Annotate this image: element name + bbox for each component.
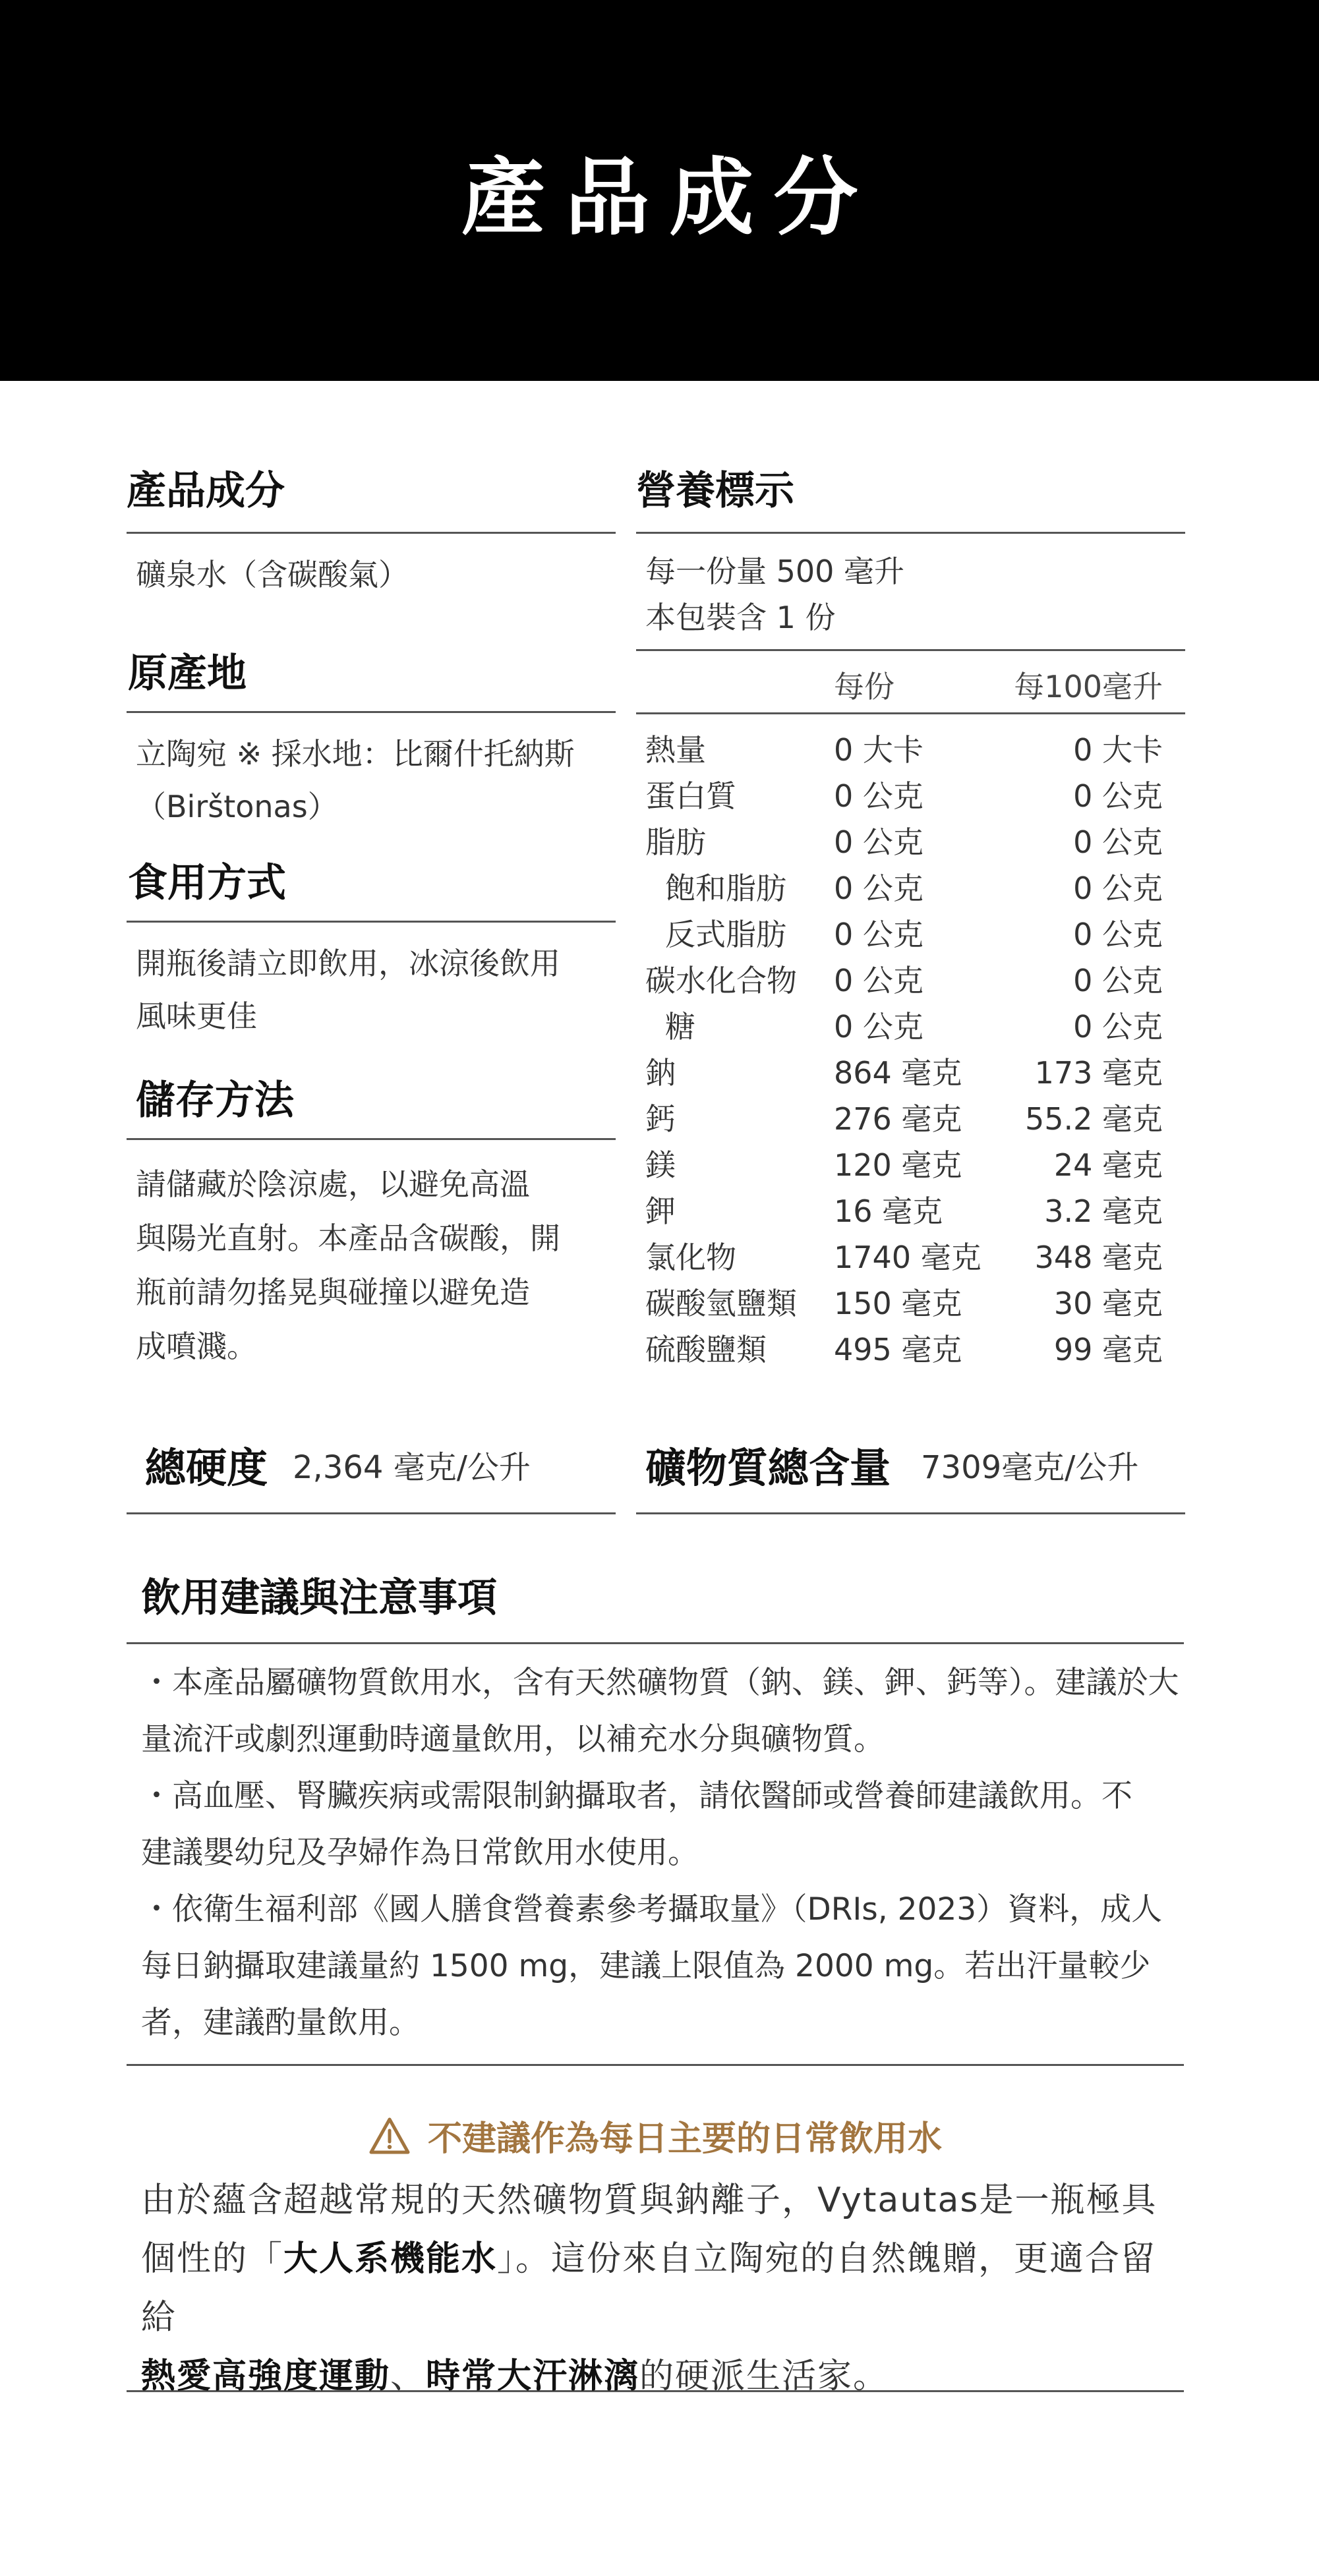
nutrient-per-100ml: 173 毫克 bbox=[1034, 1055, 1163, 1091]
nutrient-per-100ml: 0 公克 bbox=[1073, 963, 1163, 998]
advice-title: 飲用建議與注意事項 bbox=[127, 1552, 1184, 1644]
origin-title: 原產地 bbox=[127, 641, 616, 713]
warning-text-segment: 的硬派生活家。 bbox=[639, 2357, 889, 2396]
warning-line: 由於蘊含超越常規的天然礦物質與鈉離子，Vytautas是一瓶極具 bbox=[141, 2181, 1158, 2220]
column-per-serving: 每份 bbox=[834, 669, 894, 704]
warning-emphasis: 大人系機能水 bbox=[283, 2239, 498, 2279]
ingredients-title: 產品成分 bbox=[127, 455, 616, 534]
warning-emphasis: 熱愛高強度運動 bbox=[141, 2357, 391, 2396]
nutrition-row bbox=[636, 908, 1185, 954]
usage-text bbox=[127, 923, 616, 1043]
page-header bbox=[0, 0, 1319, 381]
nutrient-per-100ml: 0 公克 bbox=[1073, 778, 1163, 814]
storage-line: 瓶前請勿搖晃與碰撞以避免造 bbox=[136, 1274, 530, 1310]
nutrition-row bbox=[636, 816, 1185, 862]
storage-section bbox=[127, 1068, 616, 1373]
usage-line: 開瓶後請立即飲用，冰涼後飲用 bbox=[136, 946, 560, 981]
nutrient-per-100ml: 24 毫克 bbox=[1053, 1147, 1163, 1183]
warning-text-segment: 、 bbox=[390, 2357, 426, 2396]
origin-line: （Birštonas） bbox=[136, 789, 338, 824]
origin-line: 立陶宛 ※ 採水地：比爾什托納斯 bbox=[136, 736, 575, 772]
advice-line: 量流汗或劇烈運動時適量飲用，以補充水分與礦物質。 bbox=[141, 1721, 885, 1758]
warning-line bbox=[141, 2347, 1184, 2406]
advice-line: ・高血壓、腎臟疾病或需限制鈉攝取者，請依醫師或營養師建議飲用。不 bbox=[141, 1778, 1132, 1814]
nutrient-per-100ml: 30 毫克 bbox=[1053, 1286, 1163, 1321]
nutrient-name: 飽和脂肪 bbox=[665, 871, 786, 906]
nutrition-row bbox=[636, 724, 1185, 770]
nutrient-per-serving: 0 公克 bbox=[834, 871, 923, 906]
total-hardness-label: 總硬度 bbox=[145, 1444, 268, 1492]
advice-line: ・依衛生福利部《國人膳食營養素參考攝取量》（DRIs, 2023）資料，成人 bbox=[141, 1891, 1163, 1928]
nutrient-per-serving: 150 毫克 bbox=[834, 1286, 962, 1321]
warning-title-row bbox=[127, 2111, 1184, 2160]
storage-line: 與陽光直射。本產品含碳酸，開 bbox=[136, 1220, 560, 1256]
usage-section bbox=[127, 850, 616, 1043]
nutrient-name: 碳水化合物 bbox=[645, 963, 797, 998]
storage-line: 請儲藏於陰涼處，以避免高溫 bbox=[136, 1166, 530, 1202]
total-hardness-value: 2,364 毫克/公升 bbox=[293, 1449, 531, 1486]
origin-section bbox=[127, 641, 616, 833]
nutrition-row bbox=[636, 1185, 1185, 1231]
nutrition-row bbox=[636, 1000, 1185, 1046]
storage-line: 成噴濺。 bbox=[136, 1329, 257, 1364]
nutrient-per-serving: 0 公克 bbox=[834, 1009, 923, 1045]
nutrient-name: 硫酸鹽類 bbox=[645, 1332, 767, 1367]
nutrient-name: 鈣 bbox=[645, 1101, 676, 1137]
nutrient-name: 糖 bbox=[665, 1009, 695, 1045]
nutrient-per-100ml: 0 公克 bbox=[1073, 1009, 1163, 1045]
warning-text-segment: 」。這份來自立陶宛的自然餽贈，更適合留給 bbox=[141, 2239, 1157, 2337]
advice-line: 每日鈉攝取建議量約 1500 mg，建議上限值為 2000 mg。若出汗量較少 bbox=[141, 1948, 1151, 1984]
usage-line: 風味更佳 bbox=[136, 998, 257, 1034]
nutrition-row bbox=[636, 1139, 1185, 1185]
nutrient-per-serving: 1740 毫克 bbox=[834, 1240, 982, 1275]
nutrition-table-body bbox=[636, 714, 1185, 1369]
advice-line: 建議嬰幼兒及孕婦作為日常飲用水使用。 bbox=[141, 1835, 699, 1871]
nutrition-row bbox=[636, 1231, 1185, 1277]
nutrient-per-serving: 0 公克 bbox=[834, 917, 923, 952]
nutrient-name: 脂肪 bbox=[645, 824, 706, 860]
nutrient-name: 鉀 bbox=[645, 1193, 676, 1229]
warning-text bbox=[141, 2171, 1184, 2406]
nutrient-per-serving: 0 公克 bbox=[834, 778, 923, 814]
origin-text bbox=[127, 713, 616, 833]
nutrient-name: 反式脂肪 bbox=[665, 917, 786, 952]
warning-icon bbox=[368, 2117, 411, 2155]
total-minerals-label: 礦物質總含量 bbox=[645, 1444, 891, 1492]
nutrient-per-serving: 16 毫克 bbox=[834, 1193, 943, 1229]
nutrition-row bbox=[636, 1323, 1185, 1369]
nutrient-per-100ml: 0 公克 bbox=[1073, 917, 1163, 952]
nutrient-per-100ml: 0 大卡 bbox=[1073, 732, 1163, 768]
nutrition-table-header bbox=[636, 651, 1185, 714]
column-per-100ml: 每100毫升 bbox=[1014, 669, 1163, 704]
warning-emphasis: 時常大汗淋漓 bbox=[426, 2357, 640, 2396]
nutrient-name: 氯化物 bbox=[645, 1240, 736, 1275]
ingredients-text: 礦泉水（含碳酸氣） bbox=[136, 557, 409, 592]
nutrient-name: 蛋白質 bbox=[645, 778, 736, 814]
total-hardness bbox=[127, 1417, 616, 1514]
storage-text bbox=[127, 1140, 616, 1373]
nutrient-name: 鈉 bbox=[645, 1055, 676, 1091]
nutrition-row bbox=[636, 954, 1185, 1000]
nutrient-per-serving: 0 公克 bbox=[834, 824, 923, 860]
serving-size: 每一份量 500 毫升 bbox=[645, 554, 905, 589]
nutrition-title: 營養標示 bbox=[636, 455, 1185, 534]
advice-text bbox=[127, 1644, 1184, 2051]
warning-title: 不建議作為每日主要的日常飲用水 bbox=[427, 2119, 942, 2159]
nutrition-row bbox=[636, 1277, 1185, 1323]
nutrient-per-serving: 864 毫克 bbox=[834, 1055, 962, 1091]
nutrient-per-100ml: 3.2 毫克 bbox=[1044, 1193, 1163, 1229]
nutrient-per-100ml: 55.2 毫克 bbox=[1024, 1101, 1163, 1137]
warning-section bbox=[127, 2064, 1184, 2396]
nutrition-facts bbox=[636, 455, 1185, 1369]
storage-title: 儲存方法 bbox=[127, 1068, 616, 1140]
nutrition-row bbox=[636, 1093, 1185, 1139]
nutrient-per-serving: 276 毫克 bbox=[834, 1101, 962, 1137]
nutrient-per-serving: 0 公克 bbox=[834, 963, 923, 998]
usage-title: 食用方式 bbox=[127, 850, 616, 923]
nutrient-per-100ml: 0 公克 bbox=[1073, 871, 1163, 906]
total-minerals bbox=[636, 1417, 1185, 1514]
warning-line bbox=[141, 2230, 1184, 2347]
nutrient-per-serving: 0 大卡 bbox=[834, 732, 923, 768]
nutrient-per-serving: 120 毫克 bbox=[834, 1147, 962, 1183]
advice-line: ・本產品屬礦物質飲用水，含有天然礦物質（鈉、鎂、鉀、鈣等）。建議於大 bbox=[141, 1665, 1179, 1701]
advice-line: 者，建議酌量飲用。 bbox=[141, 2005, 420, 2041]
warning-text-segment: 個性的「 bbox=[141, 2239, 284, 2279]
nutrition-row bbox=[636, 770, 1185, 816]
total-minerals-value: 7309毫克/公升 bbox=[921, 1449, 1139, 1486]
serving-info bbox=[636, 534, 1185, 651]
nutrient-name: 碳酸氫鹽類 bbox=[645, 1286, 797, 1321]
page-title: 產品成分 bbox=[461, 149, 878, 247]
servings-per-package: 本包裝含 1 份 bbox=[645, 600, 836, 635]
nutrient-name: 鎂 bbox=[645, 1147, 676, 1183]
advice-section bbox=[127, 1552, 1184, 2051]
nutrient-name: 熱量 bbox=[645, 732, 706, 768]
nutrient-per-serving: 495 毫克 bbox=[834, 1332, 962, 1367]
ingredients-section bbox=[127, 455, 616, 601]
nutrient-per-100ml: 99 毫克 bbox=[1053, 1332, 1163, 1367]
nutrition-row bbox=[636, 862, 1185, 908]
nutrition-row bbox=[636, 1046, 1185, 1093]
nutrient-per-100ml: 348 毫克 bbox=[1034, 1240, 1163, 1275]
nutrient-per-100ml: 0 公克 bbox=[1073, 824, 1163, 860]
